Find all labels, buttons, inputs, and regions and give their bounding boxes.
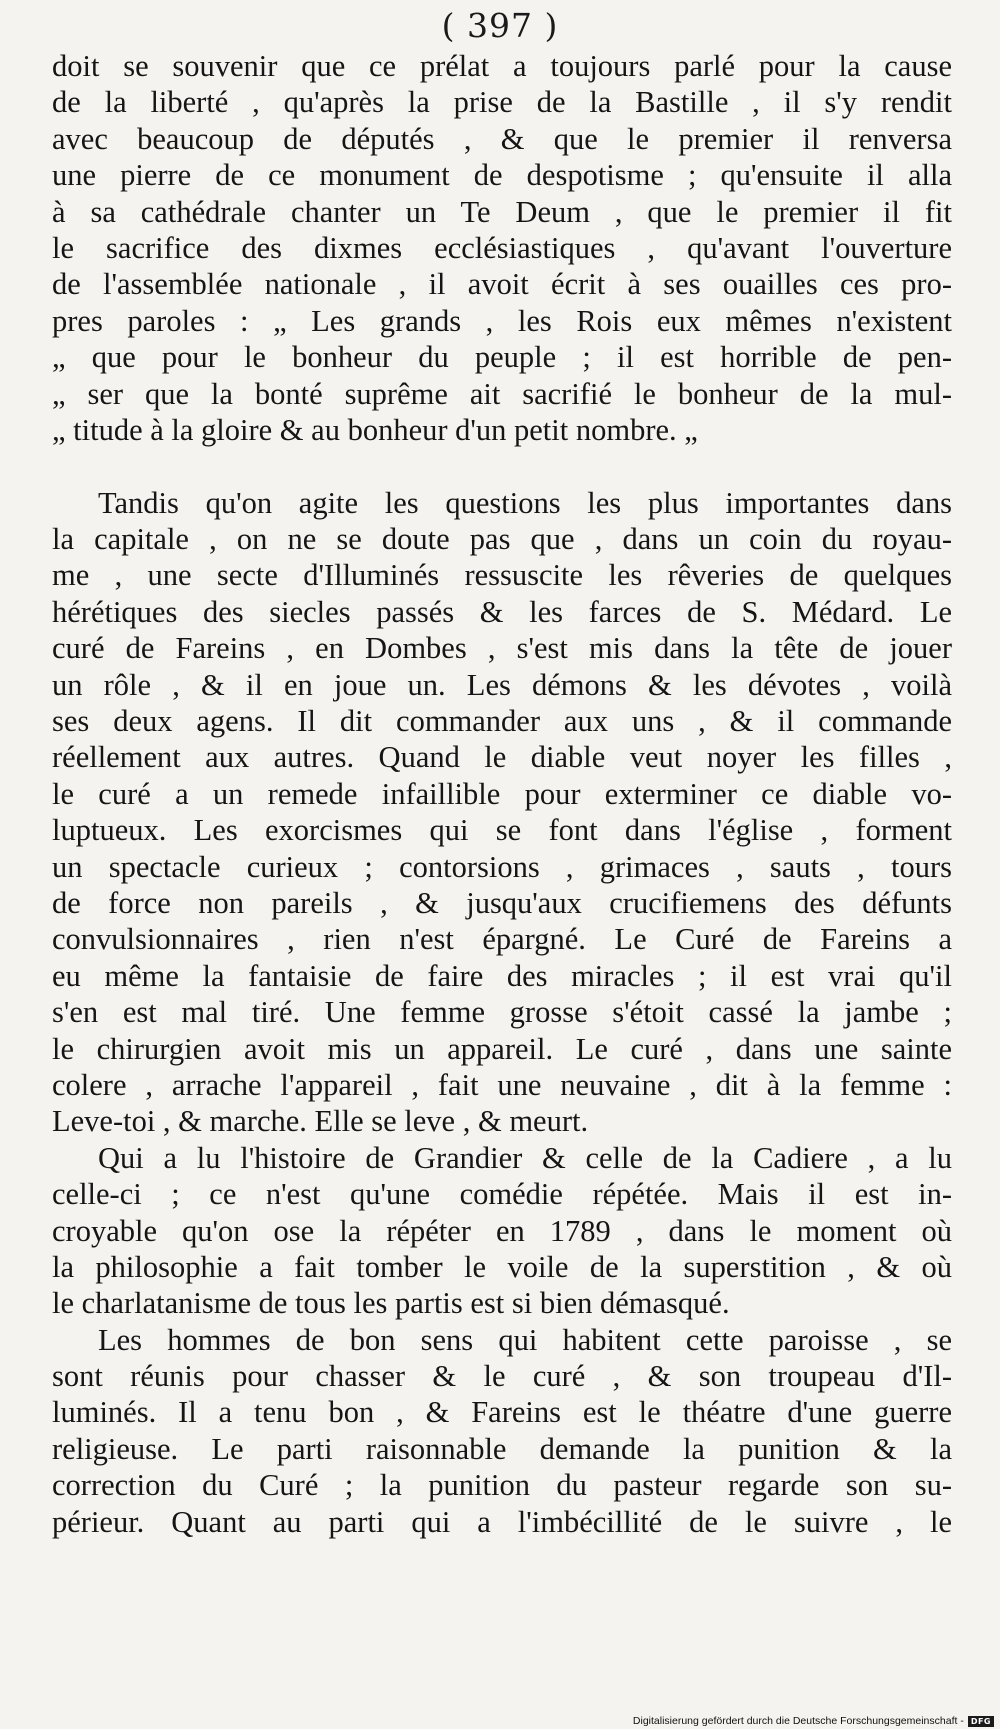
credit-text: Digitalisierung gefördert durch die Deutsche Forschungsgemeinschaft - [632, 1715, 964, 1727]
text-line: „ titude à la gloire & au bonheur d'un petit nombre. „ [52, 412, 698, 447]
text-line: périeur. Quant au parti qui a l'imbécillité de le suivre , le [52, 1504, 952, 1539]
text-line: curé de Fareins , en Dombes , s'est mis dans la tête de jouer [52, 631, 952, 666]
text-line: Tandis qu'on agite les questions les plus importantes dans [98, 485, 952, 520]
paragraph-1 [52, 48, 952, 448]
paragraph-gap [52, 448, 952, 484]
dfg-logo-icon: DFG [968, 1716, 994, 1727]
text-line: un rôle , & il en joue un. Les démons & les dévotes , voilà [52, 667, 952, 702]
text-line: avec beaucoup de députés , & que le premier il renversa [52, 121, 952, 156]
text-line: à sa cathédrale chanter un Te Deum , que le premier il fit [52, 194, 952, 229]
paragraph-3 [52, 1140, 952, 1322]
body-text [52, 48, 952, 1540]
text-line: réellement aux autres. Quand le diable veut noyer les filles , [52, 740, 952, 775]
page-number: ( 397 ) [441, 6, 559, 45]
text-line: Les hommes de bon sens qui habitent cette paroisse , se [98, 1322, 952, 1357]
text-line: le charlatanisme de tous les partis est si bien démasqué. [52, 1286, 730, 1321]
text-line: croyable qu'on ose la répéter en 1789 , dans le moment où [52, 1213, 952, 1248]
text-line: correction du Curé ; la punition du pasteur regarde son su- [52, 1468, 952, 1503]
text-line: de force non pareils , & jusqu'aux crucifiemens des défunts [52, 885, 952, 920]
text-line: de l'assemblée nationale , il avoit écrit à ses ouailles ces pro- [52, 267, 952, 302]
text-line: sont réunis pour chasser & le curé , & son troupeau d'Il- [52, 1359, 952, 1394]
text-line: luminés. Il a tenu bon , & Fareins est le théatre d'une guerre [52, 1395, 952, 1430]
paragraph-4 [52, 1322, 952, 1540]
text-line: le sacrifice des dixmes ecclésiastiques , qu'avant l'ouverture [52, 230, 952, 265]
text-line: de la liberté , qu'après la prise de la Bastille , il s'y rendit [52, 85, 952, 120]
text-line: le chirurgien avoit mis un appareil. Le curé , dans une sainte [52, 1031, 952, 1066]
text-line: „ ser que la bonté suprême ait sacrifié le bonheur de la mul- [52, 376, 952, 411]
text-line: pres paroles : „ Les grands , les Rois eux mêmes n'existent [52, 303, 952, 338]
paragraph-2 [52, 485, 952, 1140]
text-line: eu même la fantaisie de faire des miracles ; il est vrai qu'il [52, 958, 952, 993]
text-line: ses deux agens. Il dit commander aux uns , & il commande [52, 704, 952, 739]
text-line: religieuse. Le parti raisonnable demande la punition & la [52, 1431, 952, 1466]
text-line: la capitale , on ne se doute pas que , dans un coin du royau- [52, 522, 952, 557]
text-line: le curé a un remede infaillible pour exterminer ce diable vo- [52, 776, 952, 811]
text-line: me , une secte d'Illuminés ressuscite les rêveries de quelques [52, 558, 952, 593]
text-line: la philosophie a fait tomber le voile de la superstition , & où [52, 1249, 952, 1284]
text-line: une pierre de ce monument de despotisme ; qu'ensuite il alla [52, 158, 952, 193]
text-line: convulsionnaires , rien n'est épargné. Le Curé de Fareins a [52, 922, 952, 957]
text-line: Leve-toi , & marche. Elle se leve , & meurt. [52, 1104, 589, 1139]
text-line: un spectacle curieux ; contorsions , grimaces , sauts , tours [52, 849, 952, 884]
text-line: luptueux. Les exorcismes qui se font dans l'église , forment [52, 813, 952, 848]
text-line: colere , arrache l'appareil , fait une neuvaine , dit à la femme : [52, 1067, 952, 1102]
text-line: hérétiques des siecles passés & les farces de S. Médard. Le [52, 594, 952, 629]
text-line: celle-ci ; ce n'est qu'une comédie répétée. Mais il est in- [52, 1177, 952, 1212]
digitization-credit [633, 1715, 994, 1727]
text-line: s'en est mal tiré. Une femme grosse s'étoit cassé la jambe ; [52, 995, 952, 1030]
text-line: doit se souvenir que ce prélat a toujours parlé pour la cause [52, 49, 952, 83]
text-line: Qui a lu l'histoire de Grandier & celle de la Cadiere , a lu [98, 1140, 952, 1175]
text-line: „ que pour le bonheur du peuple ; il est horrible de pen- [52, 340, 952, 375]
